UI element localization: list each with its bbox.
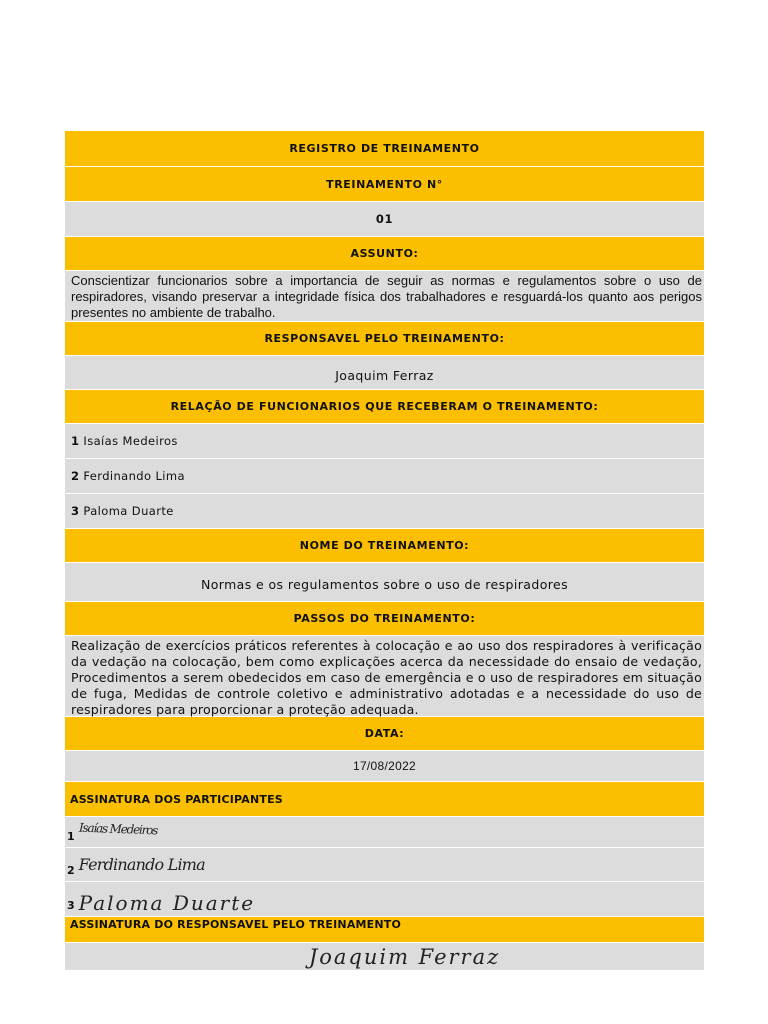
signature-row (65, 882, 704, 917)
subject-text: Conscientizar funcionarios sobre a importancia de seguir as normas e regulamentos sobre o uso de respiradores, visando preservar a integridade física dos trabalhadores e resguardá-los quanto aos perigos presentes no ambiente de trabalho. (65, 271, 704, 322)
training-name-label: NOME DO TREINAMENTO: (65, 529, 704, 563)
training-steps-label: PASSOS DO TREINAMENTO: (65, 602, 704, 636)
list-item (65, 424, 704, 459)
training-record-form (65, 131, 704, 971)
responsible-signature: Joaquim Ferraz (308, 944, 501, 969)
list-item-number: 1 (71, 434, 80, 448)
list-item (65, 494, 704, 529)
training-number-value: 01 (65, 202, 704, 237)
signature-number: 3 (67, 899, 75, 912)
participant-signature: Ferdinando Lima (78, 855, 205, 874)
signature-number: 2 (67, 864, 75, 877)
list-item-name: Paloma Duarte (83, 504, 174, 518)
subject-label: ASSUNTO: (65, 237, 704, 271)
signature-number: 1 (67, 830, 75, 843)
responsible-value: Joaquim Ferraz (65, 356, 704, 390)
form-title: REGISTRO DE TREINAMENTO (65, 131, 704, 167)
training-steps-text: Realização de exercícios práticos referentes à colocação e ao uso dos respiradores à verificação da vedação na colocação, bem como explicações acerca da necessidade do ensaio de vedação, Procedimentos a serem obedecidos em caso de emergência e o uso de respiradores em situação de fuga, Medidas de controle coletivo e administrativo adotadas e a necessidade do uso de respiradores para proporcionar a proteção adequada. (65, 636, 704, 717)
list-item-name: Ferdinando Lima (83, 469, 185, 483)
participants-signature-label: ASSINATURA DOS PARTICIPANTES (65, 782, 704, 817)
participant-signature: Paloma Duarte (78, 891, 256, 915)
list-item-number: 3 (71, 504, 80, 518)
responsible-label: RESPONSAVEL PELO TREINAMENTO: (65, 322, 704, 356)
responsible-signature-row (65, 943, 704, 971)
training-number-label: TREINAMENTO N° (65, 167, 704, 202)
training-name-value: Normas e os regulamentos sobre o uso de respiradores (65, 563, 704, 602)
date-label: DATA: (65, 717, 704, 751)
signature-row (65, 817, 704, 848)
employees-list-label: RELAÇÃO DE FUNCIONARIOS QUE RECEBERAM O TREINAMENTO: (65, 390, 704, 424)
signature-row (65, 848, 704, 882)
list-item-number: 2 (71, 469, 80, 483)
list-item (65, 459, 704, 494)
list-item-name: Isaías Medeiros (83, 434, 178, 448)
responsible-signature-label: ASSINATURA DO RESPONSAVEL PELO TREINAMENTO (65, 917, 704, 943)
participant-signature: Isaías Medeiros (78, 820, 158, 838)
date-value: 17/08/2022 (65, 751, 704, 782)
